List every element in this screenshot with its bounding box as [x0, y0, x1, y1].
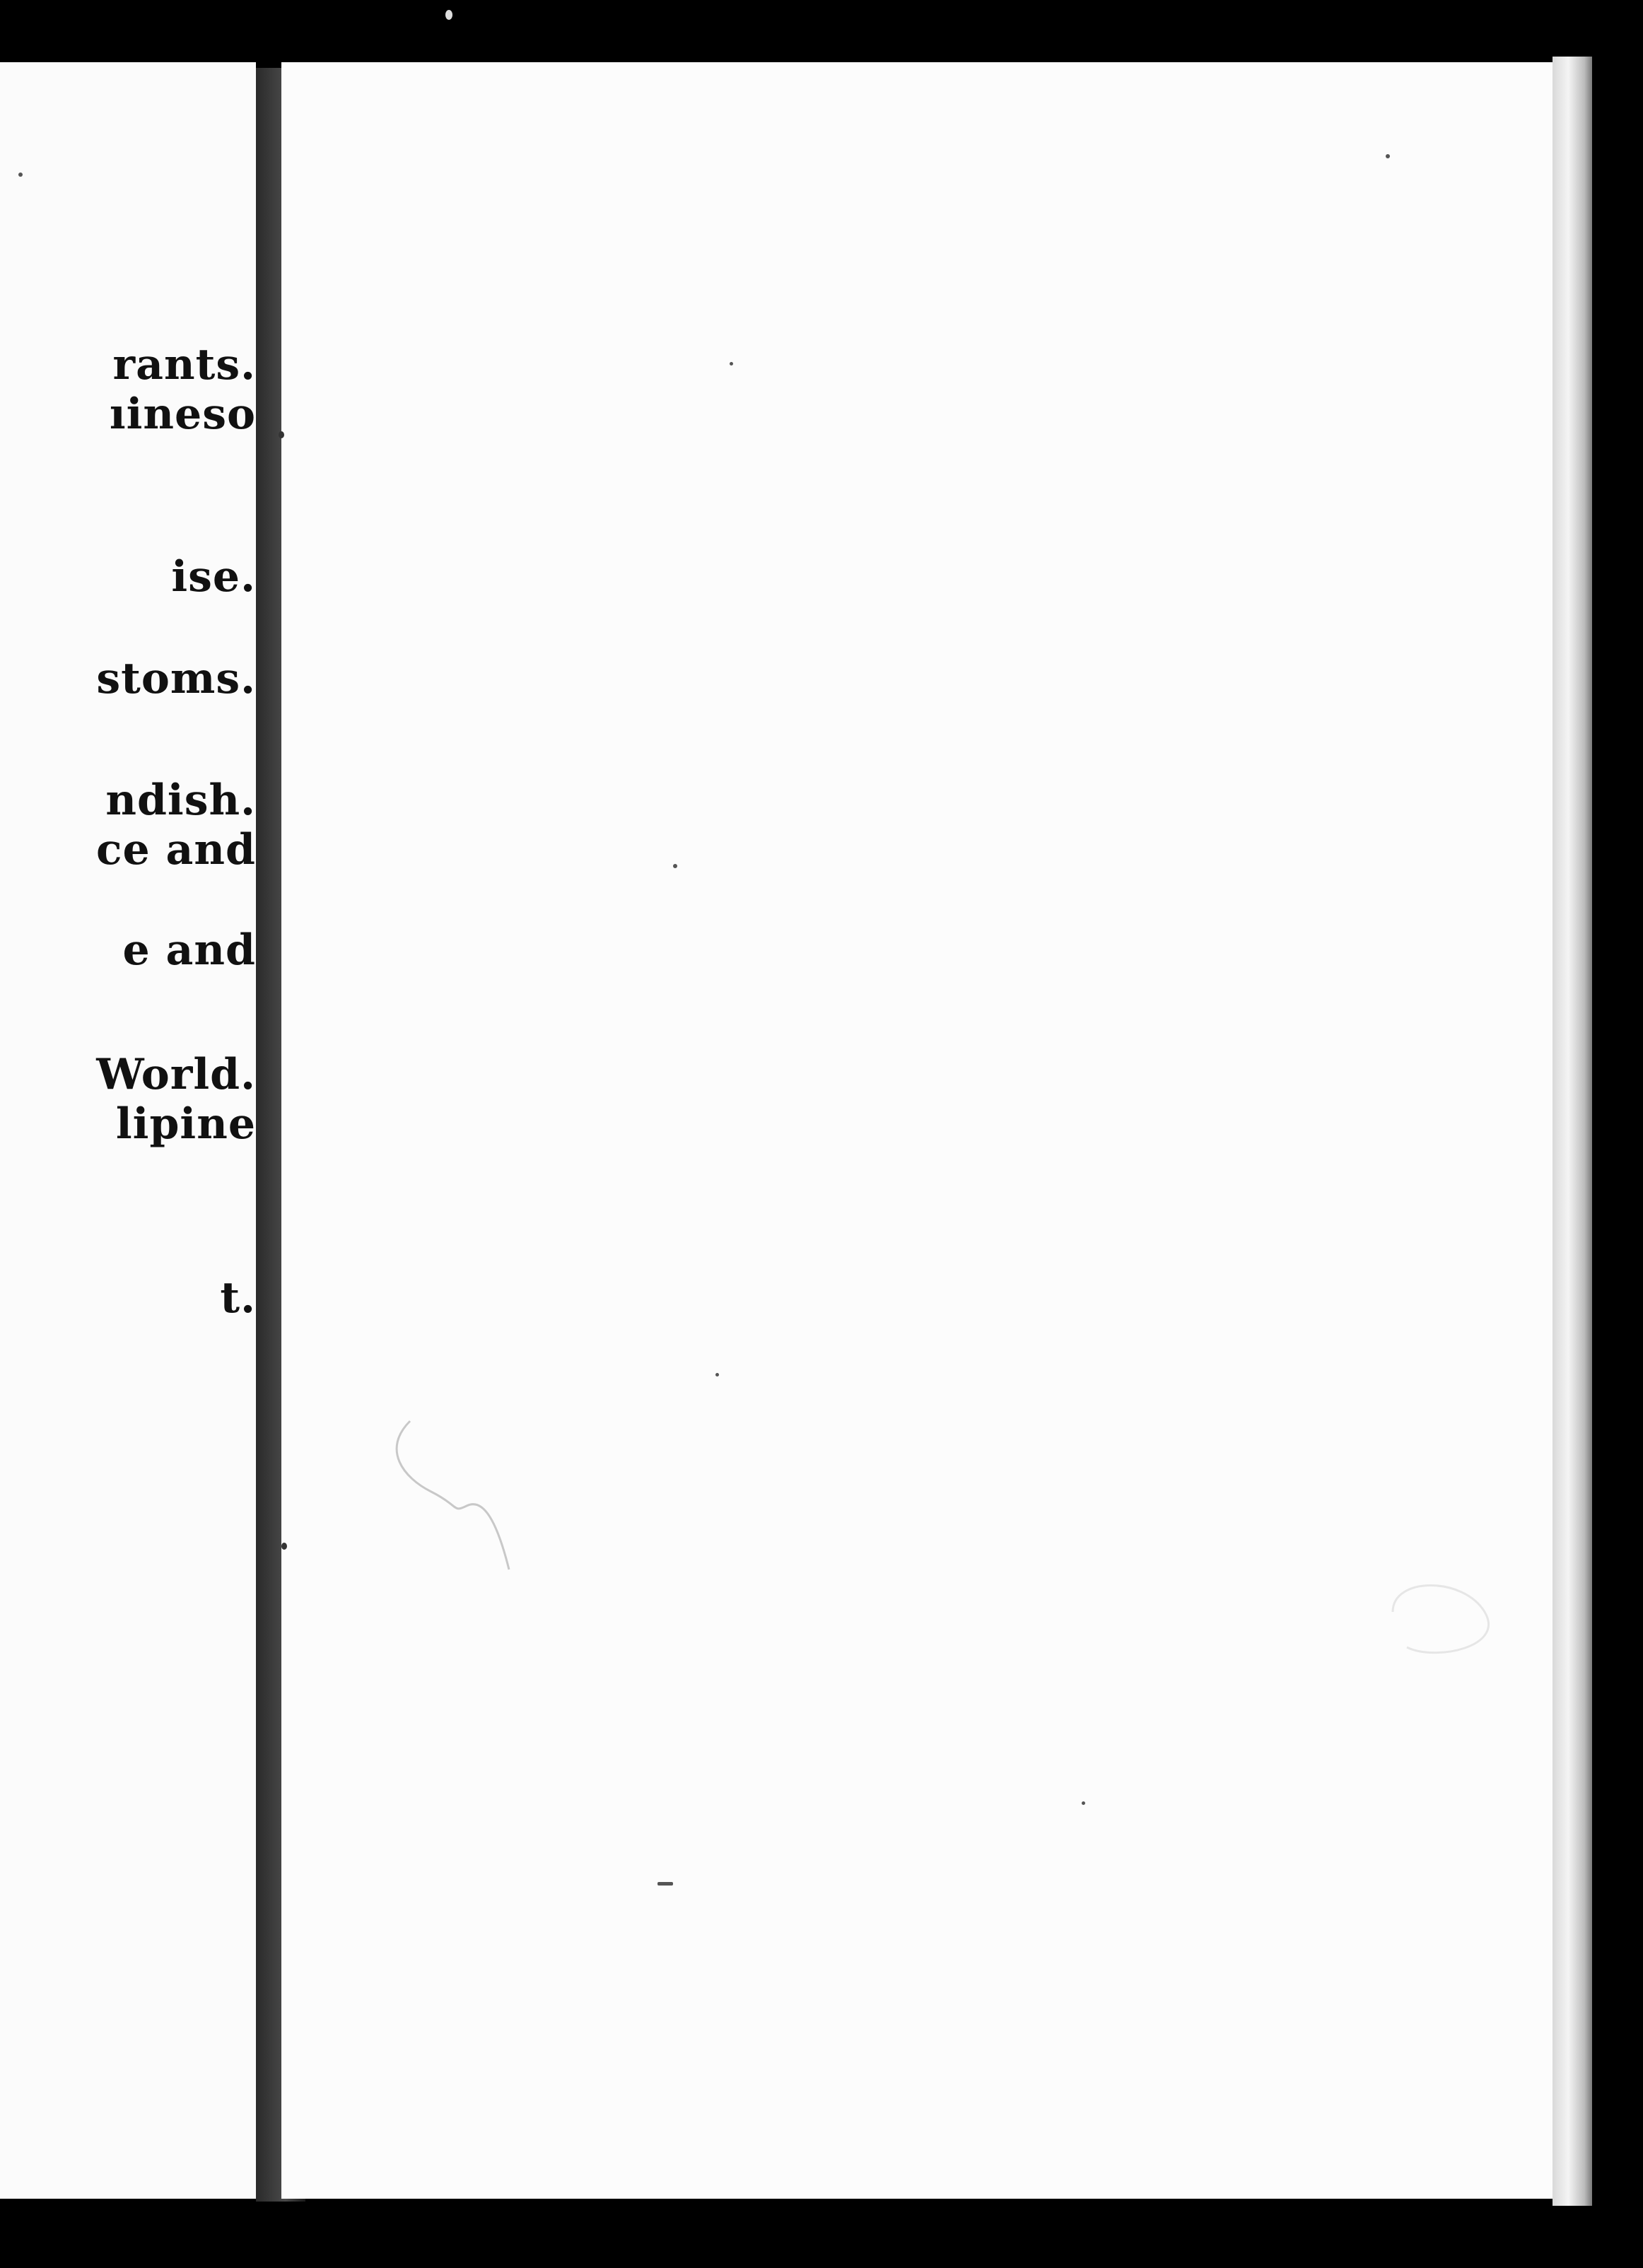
dust-speck: [657, 1882, 673, 1886]
dust-speck: [1386, 154, 1390, 158]
left-page-text-line: rants.: [112, 340, 256, 390]
dust-speck: [673, 864, 677, 868]
facing-left-page: [0, 62, 256, 2199]
left-page-text-line: t.: [220, 1273, 256, 1323]
dust-speck: [1082, 1801, 1085, 1805]
dust-speck: [445, 10, 452, 20]
left-page-text-line: ıineso: [109, 390, 256, 439]
dust-speck: [279, 431, 284, 438]
dust-speck: [715, 1373, 719, 1376]
paper-fiber: [382, 1407, 551, 1591]
faint-stamp-mark: [1379, 1570, 1506, 1668]
left-page-text-line: lipine: [115, 1099, 256, 1149]
left-page-text-line: World.: [96, 1050, 256, 1099]
dust-speck: [730, 362, 733, 366]
left-page-text-line: ise.: [171, 552, 256, 602]
dust-speck: [18, 173, 23, 177]
left-page-text-line: ndish.: [105, 776, 256, 825]
dust-speck: [281, 1543, 287, 1550]
left-page-text-line: ce and: [95, 825, 256, 875]
left-page-text-line: e and: [122, 925, 256, 975]
left-page-text-line: stoms.: [96, 654, 256, 703]
page-edges: [1553, 57, 1592, 2206]
blank-right-page: [281, 62, 1572, 2199]
